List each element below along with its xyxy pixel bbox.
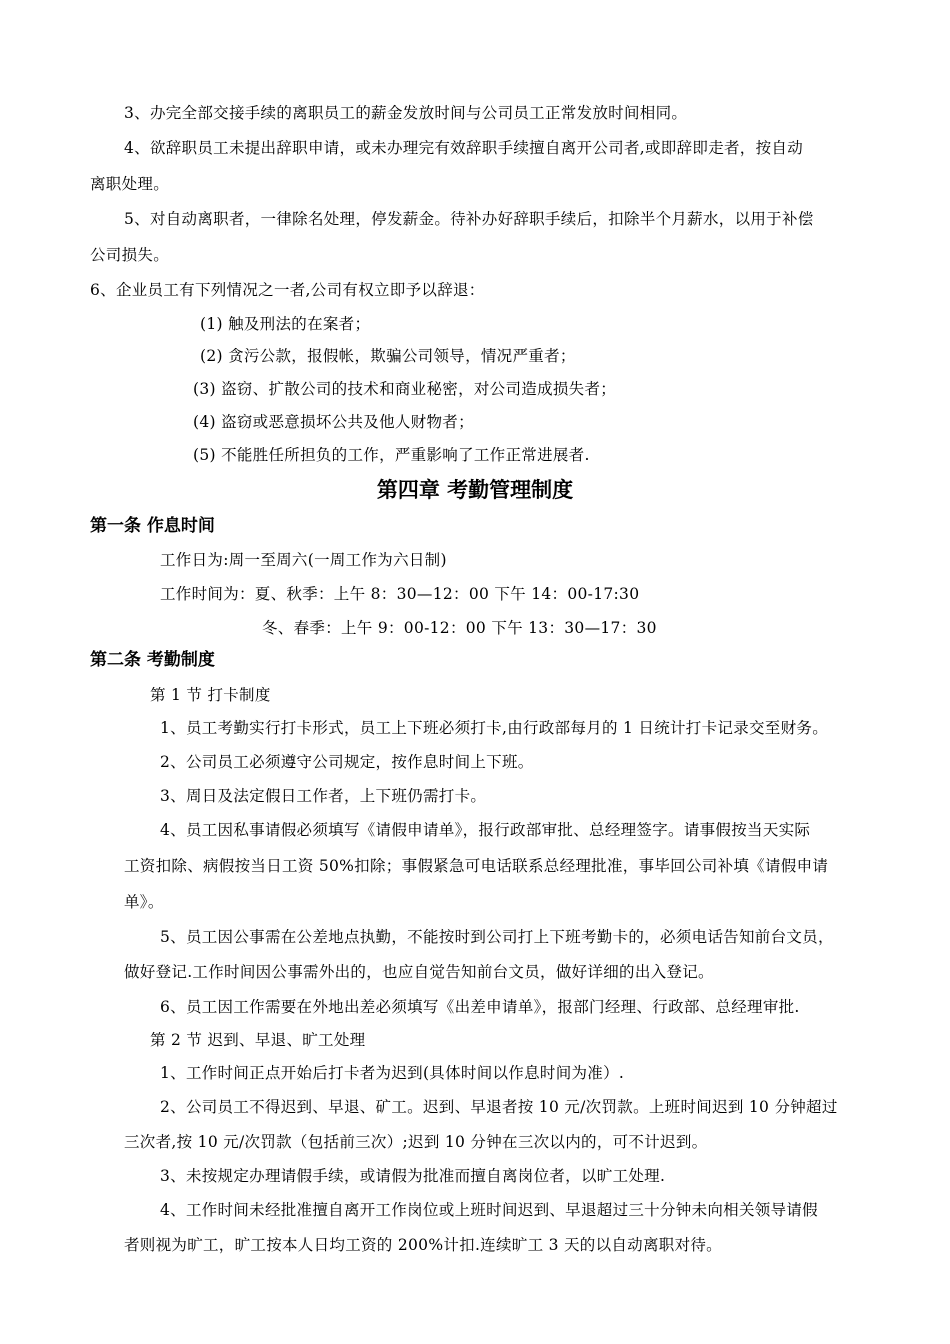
chapter-title: 第四章 考勤管理制度 <box>376 478 574 502</box>
dismissal-sub-item: (1) 触及刑法的在案者； <box>200 315 371 333</box>
dismissal-sub-item: (5) 不能胜任所担负的工作，严重影响了工作正常进展者. <box>193 446 590 464</box>
work-hours-summer-autumn: 工作时间为：夏、秋季：上午 8：30—12：00 下午 14：00-17:30 <box>160 585 640 603</box>
resign-item-5-line2: 公司损失。 <box>90 246 170 264</box>
clock-item-4-line2: 工资扣除、病假按当日工资 50%扣除；事假紧急可电话联系总经理批准，事毕回公司补填《请假申请 <box>124 857 829 875</box>
late-item-2-line1: 2、公司员工不得迟到、早退、矿工。迟到、早退者按 10 元/次罚款。上班时间迟到 10 分钟超过 <box>160 1098 838 1116</box>
late-item-4-line2: 者则视为旷工，旷工按本人日均工资的 200%计扣.连续旷工 3 天的以自动离职对待。 <box>124 1236 722 1254</box>
resign-item-4-line1: 4、欲辞职员工未提出辞职申请，或未办理完有效辞职手续擅自离开公司者,或即辞即走者，按自动 <box>124 139 803 157</box>
resign-item-3: 3、办完全部交接手续的离职员工的薪金发放时间与公司员工正常发放时间相同。 <box>124 104 688 122</box>
dismissal-item-6: 6、企业员工有下列情况之一者,公司有权立即予以辞退： <box>90 281 485 299</box>
resign-item-5-line1: 5、对自动离职者，一律除名处理，停发薪金。待补办好辞职手续后，扣除半个月薪水，以用于补偿 <box>124 210 814 228</box>
article-2-title: 第二条 考勤制度 <box>90 650 215 670</box>
section-1-title: 第 1 节 打卡制度 <box>150 686 271 704</box>
section-2-title: 第 2 节 迟到、早退、旷工处理 <box>150 1031 366 1049</box>
workdays-text: 工作日为:周一至周六(一周工作为六日制) <box>160 551 447 569</box>
clock-item-2: 2、公司员工必须遵守公司规定，按作息时间上下班。 <box>160 753 534 771</box>
late-item-2-line2: 三次者,按 10 元/次罚款（包括前三次）;迟到 10 分钟在三次以内的，可不计迟到。 <box>124 1133 708 1151</box>
dismissal-sub-item: (4) 盗窃或恶意损坏公共及他人财物者； <box>193 413 474 431</box>
late-item-1: 1、工作时间正点开始后打卡者为迟到(具体时间以作息时间为准）. <box>160 1064 625 1082</box>
late-item-4-line1: 4、工作时间未经批准擅自离开工作岗位或上班时间迟到、早退超过三十分钟未向相关领导请假 <box>160 1201 818 1219</box>
clock-item-5-line2: 做好登记.工作时间因公事需外出的，也应自觉告知前台文员，做好详细的出入登记。 <box>124 963 714 981</box>
dismissal-sub-item: (2) 贪污公款，报假帐，欺骗公司领导，情况严重者； <box>200 347 576 365</box>
clock-item-3: 3、周日及法定假日工作者，上下班仍需打卡。 <box>160 787 487 805</box>
clock-item-4-line3: 单》。 <box>124 893 164 911</box>
article-1-title: 第一条 作息时间 <box>90 516 215 536</box>
clock-item-4-line1: 4、员工因私事请假必须填写《请假申请单》，报行政部审批、总经理签字。请事假按当天实际 <box>160 821 811 839</box>
clock-item-1: 1、员工考勤实行打卡形式，员工上下班必须打卡,由行政部每月的 1 日统计打卡记录交至财务。 <box>160 719 829 737</box>
dismissal-sub-item: (3) 盗窃、扩散公司的技术和商业秘密，对公司造成损失者； <box>193 380 617 398</box>
resign-item-4-line2: 离职处理。 <box>90 175 170 193</box>
clock-item-5-line1: 5、员工因公事需在公差地点执勤，不能按时到公司打上下班考勤卡的，必须电话告知前台文员， <box>160 928 834 946</box>
late-item-3: 3、未按规定办理请假手续，或请假为批准而擅自离岗位者，以旷工处理. <box>160 1167 666 1185</box>
clock-item-6: 6、员工因工作需要在外地出差必须填写《出差申请单》，报部门经理、行政部、总经理审批. <box>160 998 800 1016</box>
work-hours-winter-spring: 冬、春季：上午 9：00-12：00 下午 13：30—17：30 <box>262 619 657 637</box>
